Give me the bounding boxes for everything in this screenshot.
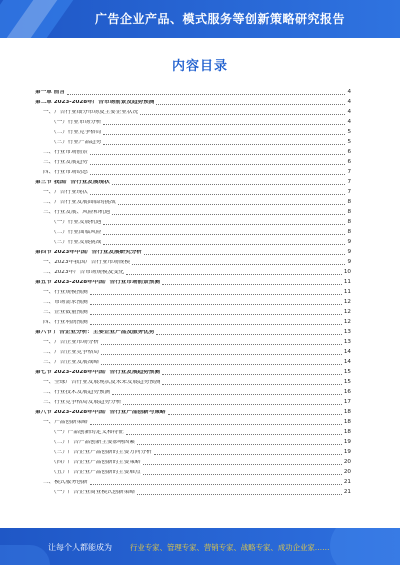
toc-entry-page: 6 [347,159,351,166]
toc-entry[interactable] [35,336,351,346]
toc-entry-page: 11 [343,279,351,286]
toc-entry-label: 二、2023年广告市场规模及变化 [43,270,125,276]
toc-entry-page: 4 [347,109,351,116]
toc-entry[interactable] [35,386,351,396]
toc-entry-label: 一、广告企业市场分析 [43,340,99,346]
toc-leader-dots [67,93,346,95]
toc-entry[interactable] [35,176,351,186]
toc-leader-dots [144,253,345,255]
toc-entry-page: 11 [343,289,351,296]
toc-entry[interactable] [35,376,351,386]
toc-entry-label: （一）广告企业商业模式创新策略 [51,490,135,496]
toc-leader-dots [90,423,342,425]
toc-entry[interactable] [35,286,351,296]
toc-entry-label: 二、广告企业竞争格局 [43,350,99,356]
toc-leader-dots [140,113,345,115]
footer-decoration [330,528,400,565]
toc-leader-dots [101,363,342,365]
toc-leader-dots [90,303,342,305]
footer-decoration-left [0,545,50,565]
toc-entry-label: 第八节 2023-2028年中国广告行业产品创新与策略 [35,410,166,416]
toc-entry-page: 21 [343,479,351,486]
toc-entry[interactable] [35,466,351,476]
toc-entry-page: 4 [347,99,351,106]
toc-entry-page: 18 [343,429,351,436]
toc-leader-dots [112,183,346,185]
toc-leader-dots [90,153,346,155]
toc-leader-dots [90,173,346,175]
toc-entry-page: 9 [347,239,351,246]
toc-entry[interactable] [35,276,351,286]
toc-entry-label: （五）广告企业产品创新的主要难点 [51,470,141,476]
toc-entry-label: （一）行业发展机遇 [51,220,102,226]
toc-leader-dots [103,233,345,235]
toc-heading: 内容目录 [171,59,228,74]
toc-leader-dots [103,243,345,245]
toc-entry-page: 14 [343,349,351,356]
report-title: 广告企业产品、模式服务等创新策略研究报告 [95,12,346,26]
toc-entry-label: 二、广告行业发展面临的挑战 [43,200,116,206]
toc-entry-page: 7 [347,189,351,196]
toc-entry-label: 第六节 广告企业分析：主要企业产品及服务优势 [35,330,155,336]
toc-entry[interactable] [35,236,351,246]
toc-leader-dots [90,193,346,195]
toc-entry-page: 21 [343,489,351,496]
toc-entry-label: 一、广告行业现状 [43,190,88,196]
toc-entry-label: （四）广告企业产品创新的主要策略 [51,460,141,466]
toc-entry-page: 4 [347,89,351,96]
toc-entry-page: 19 [343,449,351,456]
toc-entry-label: 二、市场需求预测 [43,300,88,306]
toc-entry-page: 19 [343,439,351,446]
toc-entry-page: 5 [347,129,351,136]
toc-entry-label: 一、2023年我国广告行业市场规模 [43,260,130,266]
toc-entry-label: 第一章 前言 [35,90,65,96]
toc-leader-dots [112,393,342,395]
toc-entry[interactable] [35,316,351,326]
toc-entry-page: 12 [343,319,351,326]
toc-entry-label: 四、行业利润预测 [43,320,88,326]
toc-leader-dots [126,273,342,275]
toc-entry[interactable] [35,256,351,266]
toc-leader-dots [103,223,345,225]
toc-leader-dots [162,373,342,375]
report-footer [0,528,400,565]
toc-leader-dots [90,163,346,165]
toc-entry[interactable] [35,146,351,156]
toc-entry-page: 6 [347,149,351,156]
toc-leader-dots [156,333,341,335]
toc-entry-label: 第七节 2023-2028年中国广告行业发展趋势预测 [35,370,160,376]
toc-entry-label: 三、行业发展趋势 [43,160,88,166]
toc-entry-label: 一、全球广告行业发展现状及未来发展趋势预测 [43,380,161,386]
toc-entry-label: （二）广告产品创新主要影响因素 [51,440,135,446]
toc-entry-page: 4 [347,119,351,126]
toc-entry-page: 7 [347,169,351,176]
toc-entry-page: 15 [343,379,351,386]
toc-entry-page: 12 [343,299,351,306]
toc-leader-dots [137,493,342,495]
toc-leader-dots [143,463,342,465]
toc-entry[interactable] [35,266,351,276]
toc-leader-dots [162,383,341,385]
toc-entry[interactable] [35,396,351,406]
toc-entry-page: 8 [347,219,351,226]
toc-leader-dots [118,203,346,205]
toc-entry-page: 16 [343,389,351,396]
toc-leader-dots [143,473,342,475]
toc-entry[interactable] [35,206,351,216]
toc-entry-page: 8 [347,209,351,216]
toc-leader-dots [132,263,345,265]
toc-entry-page: 18 [343,409,351,416]
toc-leader-dots [101,353,342,355]
toc-entry[interactable] [35,166,351,176]
toc-entry-label: 四、行业市场动态 [43,170,88,176]
toc-leader-dots [123,403,342,405]
toc-leader-dots [112,213,345,215]
toc-entry-label: （二）行业竞争格局 [51,130,102,136]
toc-entry-page: 20 [343,459,351,466]
toc-entry-page: 9 [347,259,351,266]
table-of-contents [35,86,351,496]
toc-entry-page: 13 [343,329,351,336]
toc-entry-label: 一、广告行业细分市场及主要企业状况 [43,110,139,116]
toc-entry-page: 13 [343,339,351,346]
toc-entry[interactable] [35,226,351,236]
toc-entry[interactable] [35,476,351,486]
toc-entry-label: （一）产品创新的定义和特征 [51,430,124,436]
footer-slogan: 让每个人都能成为 [48,543,112,552]
toc-entry[interactable] [35,246,351,256]
toc-entry[interactable] [35,116,351,126]
toc-leader-dots [168,413,342,415]
toc-entry-label: 三、行业竞争格局发展趋势分析 [43,400,122,406]
toc-leader-dots [154,453,342,455]
toc-entry[interactable] [35,486,351,496]
toc-leader-dots [126,433,342,435]
toc-leader-dots [162,283,342,285]
toc-entry-page: 15 [343,369,351,376]
footer-roles: 行业专家、管理专家、营销专家、战略专家、成功企业家…… [130,543,330,552]
toc-leader-dots [156,103,345,105]
toc-entry-label: 一、行业规模预测 [43,290,88,296]
toc-entry[interactable] [35,86,351,96]
toc-leader-dots [137,443,342,445]
toc-leader-dots [90,323,342,325]
toc-entry[interactable] [35,306,351,316]
toc-entry-page: 9 [347,249,351,256]
toc-entry-label: （三）行业发展挑战 [51,240,102,246]
toc-entry-label: （三）广告企业产品创新的主要方向分析 [51,450,152,456]
toc-entry-label: 第四节 2023年中国广告行业发展研究分析 [35,250,143,256]
toc-entry-label: （二）行业面临风险 [51,230,102,236]
toc-entry-label: （三）行业产品趋势 [51,140,102,146]
toc-leader-dots [103,133,345,135]
toc-entry[interactable] [35,356,351,366]
report-header [0,0,400,38]
toc-entry-page: 18 [343,419,351,426]
toc-entry-label: 二、模式服务创新 [43,480,88,486]
toc-entry-label: 三、企业数量预测 [43,310,88,316]
toc-entry-label: 第三节 我国广告行业发展现状 [35,180,110,186]
toc-entry[interactable] [35,196,351,206]
toc-entry[interactable] [35,96,351,106]
toc-leader-dots [101,343,342,345]
toc-entry[interactable] [35,216,351,226]
toc-entry-page: 17 [343,399,351,406]
toc-entry-label: 三、广告企业发展战略 [43,360,99,366]
toc-entry-page: 5 [347,139,351,146]
toc-leader-dots [90,293,342,295]
toc-entry[interactable] [35,296,351,306]
toc-entry[interactable] [35,406,351,416]
toc-leader-dots [103,143,345,145]
toc-leader-dots [90,313,342,315]
toc-entry-page: 7 [347,179,351,186]
toc-entry-label: 第二章 2023-2028年广告市场前景及趋势预测 [35,100,155,106]
toc-entry-label: 一、产品创新策略 [43,420,88,426]
toc-entry-page: 14 [343,359,351,366]
toc-entry[interactable] [35,346,351,356]
toc-entry[interactable] [35,426,351,436]
toc-entry-label: 三、行业发展、风险和机遇 [43,210,111,216]
toc-leader-dots [90,483,342,485]
toc-entry-page: 8 [347,229,351,236]
toc-entry-page: 10 [343,269,351,276]
toc-entry[interactable] [35,106,351,116]
toc-entry[interactable] [35,456,351,466]
toc-entry[interactable] [35,366,351,376]
toc-entry-label: 二、行业技术发展趋势预测 [43,390,111,396]
toc-entry-label: （一）行业市场分析 [51,120,102,126]
toc-entry[interactable] [35,186,351,196]
toc-entry[interactable] [35,126,351,136]
toc-entry-page: 20 [343,469,351,476]
toc-entry[interactable] [35,446,351,456]
toc-entry-label: 第五节 2023-2028年中国广告行业市场前景预测 [35,280,160,286]
toc-entry[interactable] [35,136,351,146]
toc-entry-page: 8 [347,199,351,206]
toc-entry[interactable] [35,156,351,166]
toc-entry[interactable] [35,326,351,336]
toc-entry-page: 12 [343,309,351,316]
toc-leader-dots [103,123,345,125]
toc-entry[interactable] [35,436,351,446]
toc-entry[interactable] [35,416,351,426]
toc-entry-label: 二、行业市场前景 [43,150,88,156]
